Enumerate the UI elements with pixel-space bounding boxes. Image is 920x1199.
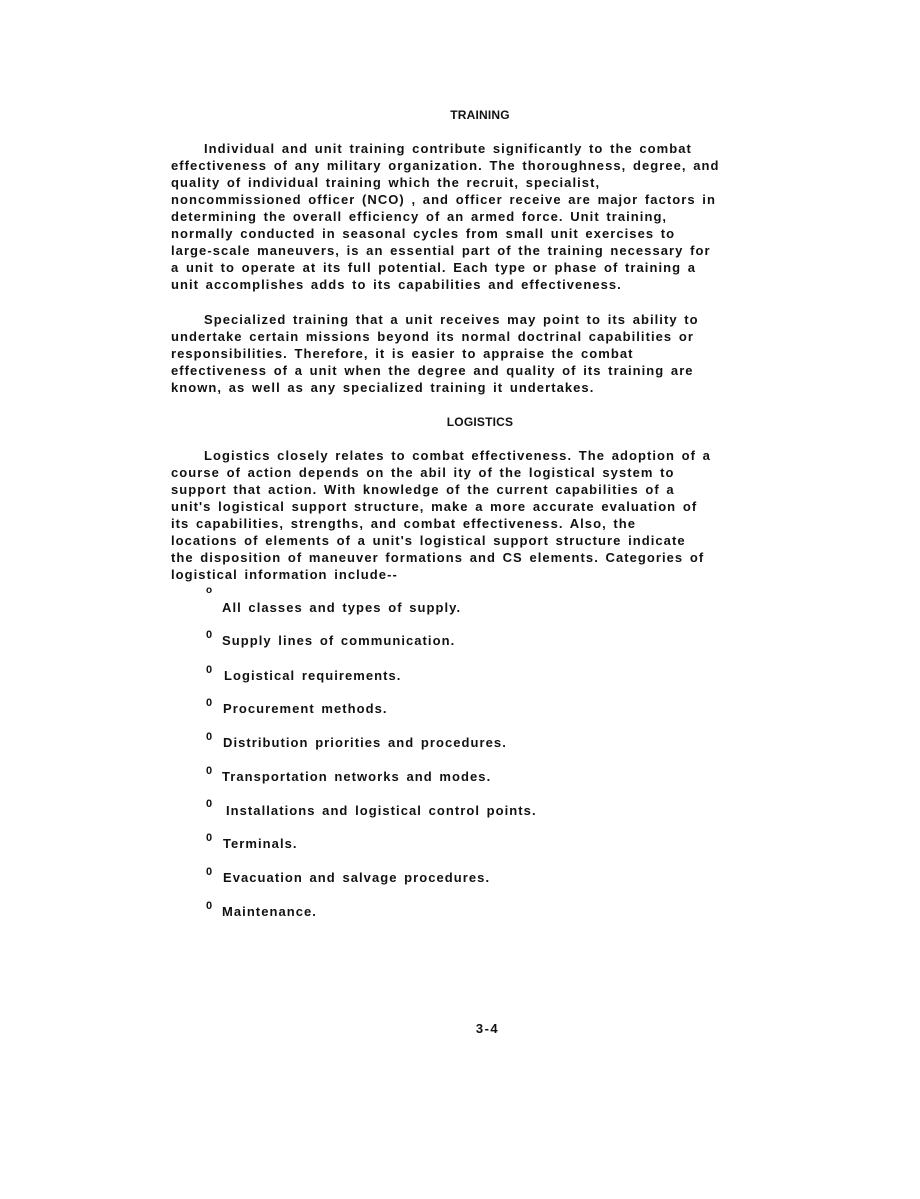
list-item: All classes and types of supply. (222, 600, 462, 615)
text-line: large-scale maneuvers, is an essential part of the training necessary for (171, 243, 711, 258)
list-item: Terminals. (223, 836, 298, 851)
list-item: Procurement methods. (223, 701, 388, 716)
text-line: the disposition of maneuver formations and CS elements. Categories of (171, 550, 705, 565)
text-line: determining the overall efficiency of an armed force. Unit training, (171, 209, 668, 224)
list-item: Evacuation and salvage procedures. (223, 870, 491, 885)
page-number: 3-4 (475, 1021, 500, 1036)
text-line: noncommissioned officer (NCO) , and officer receive are major factors in (171, 192, 716, 207)
text-line: unit accomplishes adds to its capabilities and effectiveness. (171, 277, 622, 292)
training-paragraph-1 (171, 140, 811, 293)
list-item: Distribution priorities and procedures. (223, 735, 507, 750)
text-line: Logistics closely relates to combat effectiveness. The adoption of a (204, 448, 711, 463)
text-line: normally conducted in seasonal cycles from small unit exercises to (171, 226, 676, 241)
list-item: Logistical requirements. (224, 668, 402, 683)
list-bullet: o (206, 585, 213, 596)
text-line: support that action. With knowledge of the current capabilities of a (171, 482, 675, 497)
text-line: logistical information include-- (171, 567, 398, 582)
training-paragraph-2 (171, 311, 811, 396)
text-line: known, as well as any specialized training it undertakes. (171, 380, 595, 395)
list-item: Supply lines of communication. (222, 633, 456, 648)
list-bullet: 0 (206, 697, 213, 709)
list-bullet: 0 (206, 765, 213, 777)
list-bullet: 0 (206, 866, 213, 878)
text-line: locations of elements of a unit's logistical support structure indicate (171, 533, 686, 548)
text-line: Individual and unit training contribute significantly to the combat (204, 141, 692, 156)
text-line: effectiveness of any military organization. The thoroughness, degree, and (171, 158, 720, 173)
text-line: Specialized training that a unit receives may point to its ability to (204, 312, 699, 327)
text-line: its capabilities, strengths, and combat effectiveness. Also, the (171, 516, 637, 531)
training-heading: TRAINING (450, 108, 510, 122)
list-bullet: 0 (206, 731, 213, 743)
list-item: Installations and logistical control points. (226, 803, 537, 818)
text-line: effectiveness of a unit when the degree and quality of its training are (171, 363, 694, 378)
logistics-paragraph (171, 447, 811, 583)
logistics-heading: LOGISTICS (446, 415, 514, 429)
text-line: responsibilities. Therefore, it is easier to appraise the combat (171, 346, 634, 361)
list-bullet: 0 (206, 629, 213, 641)
list-bullet: 0 (206, 832, 213, 844)
text-line: course of action depends on the abil ity of the logistical system to (171, 465, 675, 480)
text-line: a unit to operate at its full potential. Each type or phase of training a (171, 260, 697, 275)
list-bullet: 0 (206, 900, 213, 912)
text-line: unit's logistical support structure, make a more accurate evaluation of (171, 499, 698, 514)
list-bullet: 0 (206, 798, 213, 810)
list-item: Maintenance. (222, 904, 317, 919)
list-bullet: 0 (206, 664, 213, 676)
list-item: Transportation networks and modes. (222, 769, 492, 784)
text-line: undertake certain missions beyond its normal doctrinal capabilities or (171, 329, 694, 344)
text-line: quality of individual training which the recruit, specialist, (171, 175, 601, 190)
